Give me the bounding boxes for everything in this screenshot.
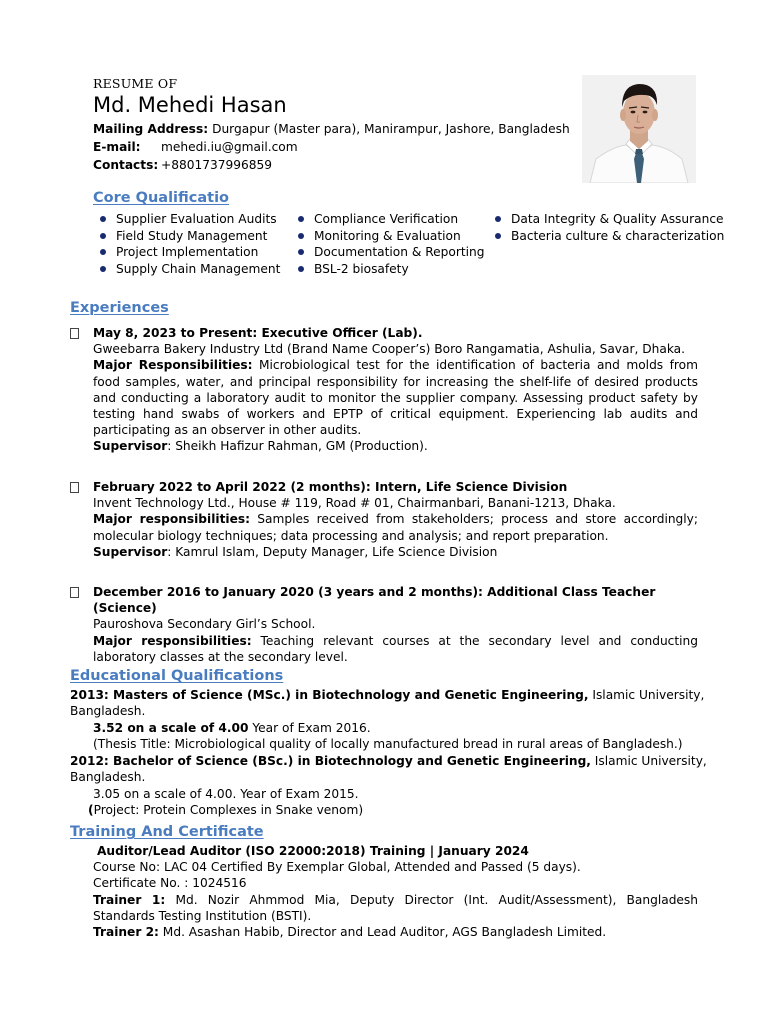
list-item: Project Implementation [96,244,280,261]
contacts-label: Contacts: [93,158,159,172]
msc-university: Islamic University, Bangladesh. [70,688,705,719]
resume-of-label: RESUME OF [93,76,178,91]
training-heading: Auditor/Lead Auditor (ISO 22000:2018) Training | January 2024 [97,844,529,858]
experiences-title: Experiences [70,300,169,316]
experience-org: Gweebarra Bakery Industry Ltd (Brand Name Cooper’s) Boro Rangamatia, Ashulia, Savar, Dhaka. [93,342,686,357]
email-row [93,139,298,155]
experience-responsibilities: Major Responsibilities: Microbiological test for the identification of bacteria and molds from food samples, water, and principal responsibility for increasing the shelf-life of desired products and conducting a laboratory audit to monitor the supplier company. Assessing product safety by testing hand swabs of workers and EPTP of critical equipment. Experiencing lab audits and participating as an observer in other audits. [93,358,698,438]
profile-photo [582,75,696,183]
list-item: BSL-2 biosafety [294,261,484,278]
bullet-icon [100,266,106,272]
missing-glyph-icon [70,482,79,493]
bsc-project: (Project: Protein Complexes in Snake venom) [88,802,364,817]
training-trainer-2: Trainer 2: Md. Asashan Habib, Director and Lead Auditor, AGS Bangladesh Limited. [93,925,607,940]
msc-score: 3.52 on a scale of 4.00 [93,720,249,735]
training-item [70,843,698,940]
contacts-row [93,157,272,173]
bullet-icon [298,233,304,239]
mailing-address-label: Mailing Address: [93,122,209,136]
list-item: Data Integrity & Quality Assurance [491,211,724,228]
missing-glyph-icon [70,587,79,598]
education-title: Educational Qualifications [70,668,284,684]
experience-responsibilities: Major responsibilities: Teaching relevant courses at the secondary level and conducting laboratory classes at the secondary level. [93,633,699,664]
list-item: Field Study Management [96,228,280,245]
mailing-address-row [93,121,570,137]
email-value[interactable]: mehedi.iu@gmail.com [161,140,298,154]
core-qualifications-title: Core Qualificatio [93,190,230,206]
bsc-heading: 2012: Bachelor of Science (BSc.) in Biotechnology and Genetic Engineering, [70,754,591,768]
training-title: Training And Certificate [70,824,264,840]
contacts-value: +8801737996859 [161,158,273,172]
list-item: Supplier Evaluation Audits [96,211,280,228]
list-item: Compliance Verification [294,211,484,228]
core-qualifications-col-1 [96,211,280,277]
mailing-address-value: Durgapur (Master para), Manirampur, Jashore, Bangladesh [212,122,570,136]
msc-thesis: (Thesis Title: Microbiological quality of locally manufactured bread in rural areas of Bangladesh.) [93,736,683,751]
bsc-score: 3.05 on a scale of 4.00. Year of Exam 2015. [93,786,359,801]
experience-item [70,325,698,455]
training-certificate: Certificate No. : 1024516 [93,876,247,891]
list-item: Supply Chain Management [96,261,280,278]
core-qualifications-col-2 [294,211,484,277]
experience-org: Invent Technology Ltd., House # 119, Road # 01, Chairmanbari, Banani-1213, Dhaka. [93,496,616,511]
experience-supervisor: Supervisor: Sheikh Hafizur Rahman, GM (Production). [93,439,428,454]
bullet-icon [100,233,106,239]
bsc-university: Islamic University, Bangladesh. [70,754,707,785]
bullet-icon [298,249,304,255]
candidate-name: Md. Mehedi Hasan [93,93,287,117]
list-item: Bacteria culture & characterization [491,228,724,245]
email-label: E-mail: [93,140,141,154]
bullet-icon [298,216,304,222]
education-msc [70,687,710,752]
list-item: Documentation & Reporting [294,244,484,261]
bullet-icon [495,216,501,222]
experience-org: Pauroshova Secondary Girl’s School. [93,617,316,632]
core-qualifications-col-3 [491,211,724,244]
bullet-icon [495,233,501,239]
missing-glyph-icon [70,328,79,339]
experience-supervisor: Supervisor: Kamrul Islam, Deputy Manager, Life Science Division [93,544,498,559]
experience-heading: February 2022 to April 2022 (2 months): Intern, Life Science Division [93,480,568,494]
bullet-icon [100,249,106,255]
list-item: Monitoring & Evaluation [294,228,484,245]
training-course: Course No: LAC 04 Certified By Exemplar Global, Attended and Passed (5 days). [93,860,581,875]
experience-item [70,479,698,560]
msc-year: Year of Exam 2016. [248,720,371,735]
bullet-icon [100,216,106,222]
training-trainer-1: Trainer 1: Md. Nozir Ahmmod Mia, Deputy Director (Int. Audit/Assessment), Bangladesh Standards Testing Institution (BSTI). [93,892,698,923]
experience-item [70,584,698,665]
experience-responsibilities: Major responsibilities: Samples received from stakeholders; process and store accordingly; molecular biology techniques; data processing and analysis; and report preparation. [93,512,698,543]
experience-heading: May 8, 2023 to Present: Executive Officer (Lab). [93,326,423,340]
msc-heading: 2013: Masters of Science (MSc.) in Biotechnology and Genetic Engineering, [70,688,589,702]
education-bsc [70,753,710,818]
bullet-icon [298,266,304,272]
experience-heading: December 2016 to January 2020 (3 years and 2 months): Additional Class Teacher (Science) [93,585,656,616]
